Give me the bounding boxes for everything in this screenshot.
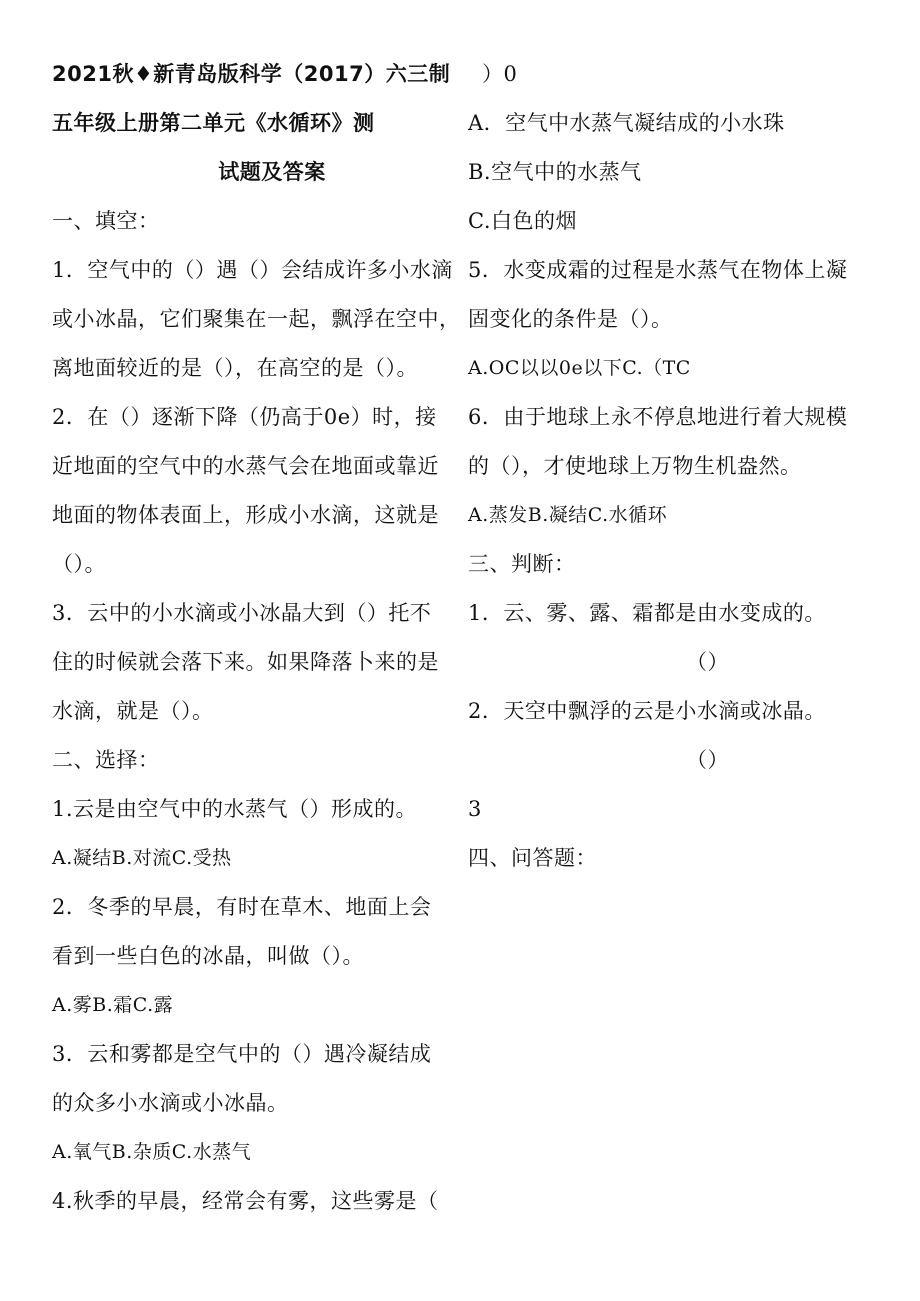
question-text: ）0 xyxy=(482,62,518,86)
question-text: 1．云、雾、露、霜都是由水变成的。 xyxy=(468,601,826,625)
question-text: 1.云是由空气中的水蒸气（）形成的。 xyxy=(52,797,418,821)
question-text: 近地面的空气中的水蒸气会在地面或靠近 xyxy=(52,454,439,478)
question-text: 1．空气中的（）遇（）会结成许多小水滴 xyxy=(52,258,453,282)
question-text: 的（），才使地球上万物生机盎然。 xyxy=(468,454,802,478)
answer-options: A.凝结B.对流C.受热 xyxy=(52,847,232,869)
answer-option: A．空气中水蒸气凝结成的小水珠 xyxy=(468,111,785,135)
question-text: 2．天空中飘浮的云是小水滴或冰晶。 xyxy=(468,699,826,723)
answer-blank: （） xyxy=(686,748,729,772)
section-heading-choice: 二、选择： xyxy=(52,748,160,772)
question-number: 3 xyxy=(468,797,482,821)
question-text: 5．水变成霜的过程是水蒸气在物体上凝 xyxy=(468,258,848,282)
question-text: 3．云中的小水滴或小冰晶大到（）托不 xyxy=(52,601,432,625)
section-heading-qa: 四、问答题： xyxy=(468,846,597,870)
question-text: 离地面较近的是（），在高空的是（）。 xyxy=(52,356,418,380)
left-column xyxy=(52,50,461,1226)
answer-options: A.OC以以0e以下C.（TC xyxy=(468,357,691,379)
section-heading-fill-blank: 一、填空： xyxy=(52,209,160,233)
question-text: 地面的物体表面上，形成小水滴，这就是 xyxy=(52,503,439,527)
answer-options: A.氧气B.杂质C.水蒸气 xyxy=(52,1141,252,1163)
question-text: 3．云和雾都是空气中的（）遇冷凝结成 xyxy=(52,1042,432,1066)
doc-title-line-3: 试题及答案 xyxy=(218,160,326,184)
answer-options: A.雾B.霜C.露 xyxy=(52,994,174,1016)
question-text: （）。 xyxy=(52,552,106,576)
doc-title-line-1: 2021秋♦新青岛版科学（2017）六三制 xyxy=(52,62,451,86)
question-text: 4.秋季的早晨，经常会有雾，这些雾是（ xyxy=(52,1189,439,1213)
question-text: 固变化的条件是（）。 xyxy=(468,307,673,331)
doc-title-line-2: 五年级上册第二单元《水循环》测 xyxy=(52,111,375,135)
question-text: 2．在（）逐渐下降（仍高于0e）时，接 xyxy=(52,405,437,429)
right-column xyxy=(468,50,868,883)
question-text: 或小冰晶，它们聚集在一起，飘浮在空中， xyxy=(52,307,461,331)
answer-options: A.蒸发B.凝结C.水循环 xyxy=(468,504,668,526)
question-text: 6．由于地球上永不停息地进行着大规模 xyxy=(468,405,848,429)
question-text: 住的时候就会落下来。如果降落卜来的是 xyxy=(52,650,439,674)
answer-blank: （） xyxy=(686,650,729,674)
answer-option: B.空气中的水蒸气 xyxy=(468,160,642,184)
question-text: 的众多小水滴或小冰晶。 xyxy=(52,1091,289,1115)
question-text: 水滴，就是（）。 xyxy=(52,699,214,723)
answer-option: C.白色的烟 xyxy=(468,209,577,233)
question-text: 看到一些白色的冰晶，叫做（）。 xyxy=(52,944,364,968)
question-text: 2．冬季的早晨，有时在草木、地面上会 xyxy=(52,895,432,919)
section-heading-judge: 三、判断： xyxy=(468,552,576,576)
